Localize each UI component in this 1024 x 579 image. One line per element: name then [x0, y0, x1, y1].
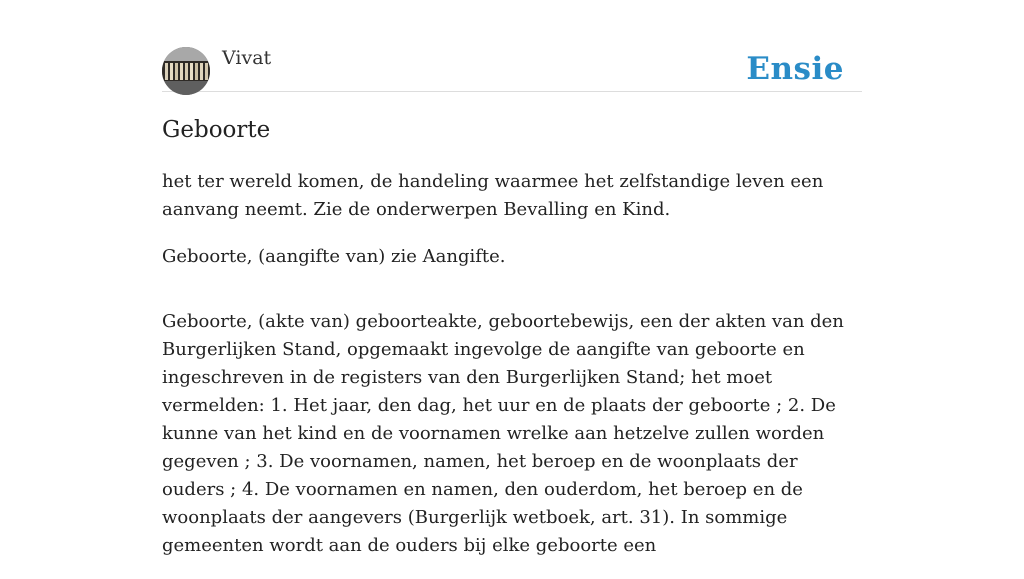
brand-logo[interactable]: Ensie [746, 51, 844, 87]
author-name[interactable]: Vivat [222, 47, 272, 69]
header [162, 0, 862, 92]
page-title: Geboorte [162, 117, 271, 143]
article-body [162, 168, 862, 579]
article-paragraph: het ter wereld komen, de handeling waarmee het zelfstandige leven een aanvang neemt. Zie de onderwerpen Bevalling en Kind. [162, 171, 824, 220]
article-paragraph: Geboorte, (akte van) geboorteakte, geboortebewijs, een der akten van den Burgerlijken Stand, opgemaakt ingevolge de aangifte van geboorte en ingeschreven in de registers van den Burgerlijken Stand; het moet vermelden: 1. Het jaar, den dag, het uur en de plaats der geboorte ; 2. De kunne van het kind en de voornamen wrelke aan hetzelve zullen worden gegeven ; 3. De voornamen, namen, het beroep en de woonplaats der ouders ; 4. De voornamen en namen, den ouderdom, het beroep en de woonplaats der aangevers (Burgerlijk wetboek, art. 31). In sommige gemeenten wordt aan de ouders bij elke geboorte een [162, 311, 844, 556]
article-paragraph: Geboorte, (aangifte van) zie Aangifte. [162, 246, 506, 267]
page [162, 0, 862, 556]
library-books-icon [162, 47, 210, 95]
avatar[interactable] [162, 47, 210, 95]
